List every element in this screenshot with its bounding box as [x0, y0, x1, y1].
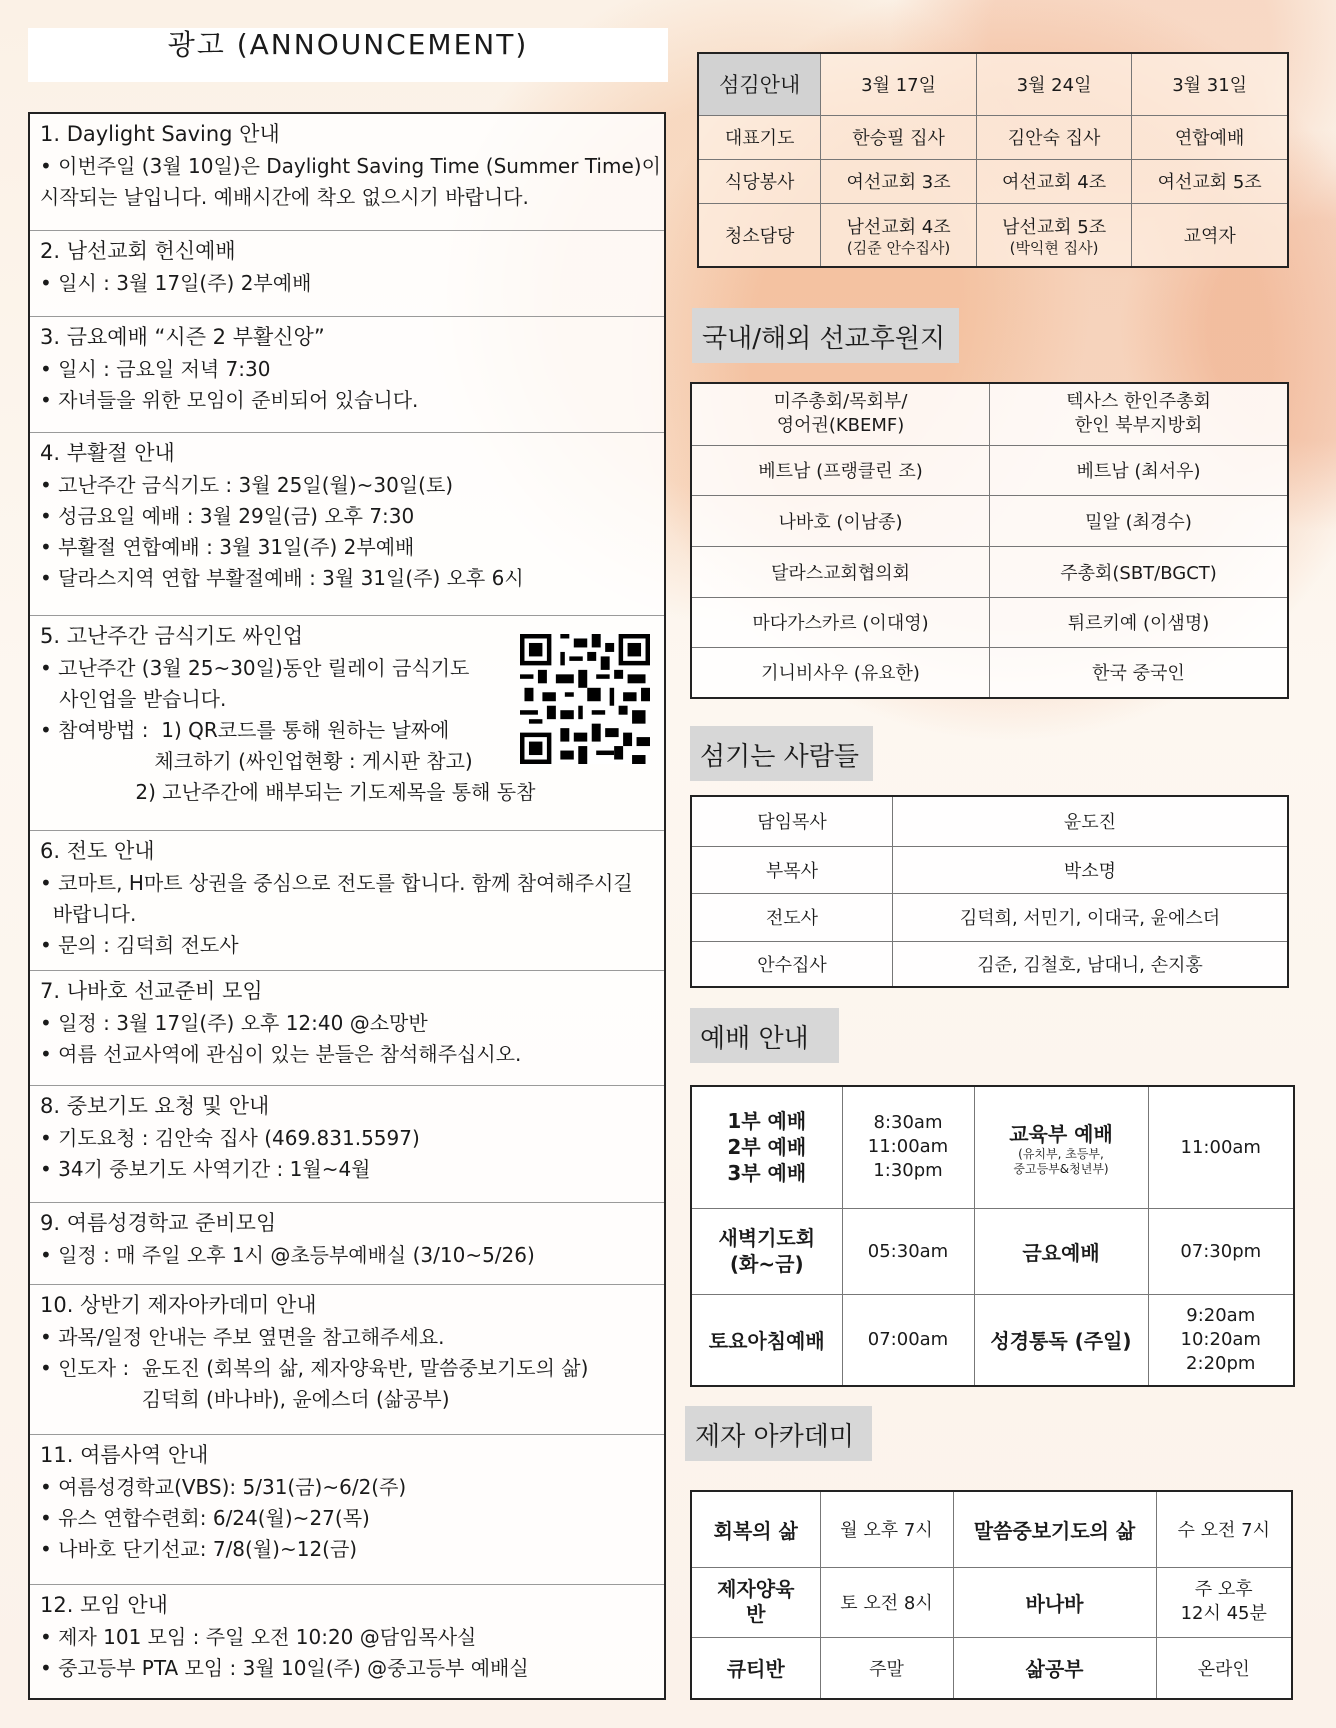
announcement-heading: 6. 전도 안내 [40, 839, 155, 863]
worship-time: 07:00am [842, 1294, 974, 1386]
worship-label: 성경통독 (주일) [974, 1294, 1148, 1386]
service-header-cell: 3월 24일 [976, 53, 1131, 115]
staff-names: 김덕희, 서민기, 이대국, 윤에스더 [893, 893, 1289, 941]
staff-names: 김준, 김철호, 남대니, 손지홍 [893, 941, 1289, 987]
announcement-heading: 12. 모임 안내 [40, 1593, 168, 1617]
mission-cell: 마다가스카르 (이대영) [691, 597, 990, 647]
service-cell: 연합예배 [1132, 115, 1288, 159]
announcement-body: • 일시 : 3월 17일(주) 2부예배 [40, 271, 312, 295]
mission-cell: 밀알 (최경수) [990, 495, 1289, 546]
worship-time: 11:00am [1148, 1086, 1294, 1208]
service-header-cell: 섬김안내 [698, 53, 821, 115]
announcement-item [30, 317, 664, 433]
announcement-body: • 고난주간 (3월 25~30일)동안 릴레이 금식기도 사인업을 받습니다. • 참여방법 : 1) QR코드를 통해 원하는 날짜에 체크하기 (싸인업현황 : 게시판 참고) 2) 고난주간에 배부되는 기도제목을 통해 동참 [40, 656, 536, 804]
academy-course: 회복의 삶 [691, 1491, 820, 1567]
service-cell: 대표기도 [698, 115, 821, 159]
announcement-item [30, 831, 664, 971]
announcement-item [30, 1585, 664, 1698]
announcement-body: • 제자 101 모임 : 주일 오전 10:20 @담임목사실 • 중고등부 PTA 모임 : 3월 10일(주) @중고등부 예배실 [40, 1625, 529, 1680]
mission-cell: 나바호 (이남종) [691, 495, 990, 546]
mission-cell: 베트남 (프랭클린 조) [691, 445, 990, 495]
academy-course: 바나바 [953, 1567, 1156, 1637]
mission-cell: 튀르키예 (이샘명) [990, 597, 1289, 647]
worship-label: 금요예배 [974, 1208, 1148, 1294]
academy-time: 주말 [820, 1637, 953, 1699]
academy-heading: 제자 아카데미 [685, 1406, 872, 1461]
service-cell: 교역자 [1132, 203, 1288, 267]
announcement-heading: 7. 나바호 선교준비 모임 [40, 979, 263, 1003]
service-cell: 청소담당 [698, 203, 821, 267]
announcement-heading: 2. 남선교회 헌신예배 [40, 239, 236, 263]
announcement-heading: 4. 부활절 안내 [40, 441, 175, 465]
worship-label [974, 1086, 1148, 1208]
announcement-body: • 과목/일정 안내는 주보 옆면을 참고해주세요. • 인도자 : 윤도진 (회복의 삶, 제자양육반, 말씀중보기도의 삶) 김덕희 (바나바), 윤에스더 (삶공부) [40, 1325, 589, 1411]
worship-table [690, 1085, 1293, 1387]
academy-time: 월 오후 7시 [820, 1491, 953, 1567]
staff-heading: 섬기는 사람들 [690, 726, 873, 781]
staff-role: 부목사 [691, 846, 893, 893]
announcement-heading: 1. Daylight Saving 안내 [40, 122, 280, 146]
announcement-body: • 고난주간 금식기도 : 3월 25일(월)~30일(토) • 성금요일 예배 : 3월 29일(금) 오후 7:30 • 부활절 연합예배 : 3월 31일(주) 2부예배 • 달라스지역 연합 부활절예배 : 3월 31일(주) 오후 6시 [40, 473, 524, 590]
announcement-body: • 여름성경학교(VBS): 5/31(금)~6/2(주) • 유스 연합수련회: 6/24(월)~27(목) • 나바호 단기선교: 7/8(월)~12(금) [40, 1475, 407, 1561]
announcement-body: • 이번주일 (3월 10일)은 Daylight Saving Time (Summer Time)이 시작되는 날입니다. 예배시간에 착오 없으시기 바랍니다. [40, 154, 661, 209]
academy-course: 큐티반 [691, 1637, 820, 1699]
worship-label: 새벽기도회 (화~금) [691, 1208, 842, 1294]
announcement-body: • 일정 : 매 주일 오후 1시 @초등부예배실 (3/10~5/26) [40, 1243, 535, 1267]
academy-course: 제자양육 반 [691, 1567, 820, 1637]
service-cell-sub: (박익현 집사) [1009, 238, 1099, 257]
announcement-item [30, 1285, 664, 1435]
mission-cell: 주총회(SBT/BGCT) [990, 546, 1289, 597]
service-cell [976, 203, 1131, 267]
worship-time: 07:30pm [1148, 1208, 1294, 1294]
announcement-heading: 3. 금요예배 “시즌 2 부활신앙” [40, 325, 325, 349]
staff-names: 윤도진 [893, 796, 1289, 846]
worship-time: 05:30am [842, 1208, 974, 1294]
staff-table [690, 795, 1289, 988]
worship-label-main: 교육부 예배 [1009, 1121, 1113, 1146]
academy-course: 말씀중보기도의 삶 [953, 1491, 1156, 1567]
announcement-item [30, 433, 664, 616]
announcement-item [30, 1086, 664, 1203]
academy-time: 주 오후 12시 45분 [1156, 1567, 1292, 1637]
service-cell [821, 203, 976, 267]
announcement-item [30, 1203, 664, 1285]
missions-heading: 국내/해외 선교후원지 [692, 308, 959, 363]
service-cell: 여선교회 5조 [1132, 159, 1288, 203]
mission-cell: 텍사스 한인주총회 한인 북부지방회 [990, 383, 1289, 445]
announcement-heading: 10. 상반기 제자아카데미 안내 [40, 1293, 317, 1317]
service-cell: 여선교회 3조 [821, 159, 976, 203]
service-cell-main: 남선교회 4조 [846, 216, 951, 238]
announcement-heading: 11. 여름사역 안내 [40, 1443, 209, 1467]
worship-label-sub: (유치부, 초등부, 중고등부&청년부) [1013, 1146, 1109, 1176]
service-cell-sub: (김준 안수집사) [846, 238, 951, 257]
worship-time: 8:30am 11:00am 1:30pm [842, 1086, 974, 1208]
worship-heading: 예배 안내 [690, 1008, 839, 1063]
staff-names: 박소명 [893, 846, 1289, 893]
mission-cell: 베트남 (최서우) [990, 445, 1289, 495]
announcement-body: • 일정 : 3월 17일(주) 오후 12:40 @소망반 • 여름 선교사역에 관심이 있는 분들은 참석해주십시오. [40, 1011, 522, 1066]
announcement-box [28, 112, 666, 1700]
announcement-item [30, 231, 664, 317]
mission-cell: 한국 중국인 [990, 647, 1289, 698]
academy-time: 토 오전 8시 [820, 1567, 953, 1637]
announcement-heading: 9. 여름성경학교 준비모임 [40, 1211, 277, 1235]
worship-label: 토요아침예배 [691, 1294, 842, 1386]
service-header-cell: 3월 17일 [821, 53, 976, 115]
mission-cell: 기니비사우 (유요한) [691, 647, 990, 698]
announcement-title: 광고 (ANNOUNCEMENT) [28, 28, 668, 82]
announcement-item [30, 114, 664, 231]
service-cell: 한승필 집사 [821, 115, 976, 159]
academy-course: 삶공부 [953, 1637, 1156, 1699]
announcement-heading: 5. 고난주간 금식기도 싸인업 [40, 624, 304, 648]
service-schedule [697, 52, 1289, 268]
service-cell-main: 남선교회 5조 [1002, 216, 1107, 238]
announcement-heading: 8. 중보기도 요청 및 안내 [40, 1094, 270, 1118]
worship-time: 9:20am 10:20am 2:20pm [1148, 1294, 1294, 1386]
announcement-item [30, 971, 664, 1086]
qr-code-icon[interactable] [520, 634, 650, 764]
missions-table [690, 382, 1289, 699]
mission-cell: 미주총회/목회부/ 영어권(KBEMF) [691, 383, 990, 445]
academy-time: 수 오전 7시 [1156, 1491, 1292, 1567]
announcement-body: • 일시 : 금요일 저녁 7:30 • 자녀들을 위한 모임이 준비되어 있습니다. [40, 357, 419, 412]
service-header-cell: 3월 31일 [1132, 53, 1288, 115]
service-cell: 김안숙 집사 [976, 115, 1131, 159]
service-cell: 식당봉사 [698, 159, 821, 203]
academy-table [690, 1490, 1291, 1700]
staff-role: 안수집사 [691, 941, 893, 987]
staff-role: 담임목사 [691, 796, 893, 846]
announcement-item [30, 1435, 664, 1585]
announcement-item [30, 616, 664, 831]
worship-label: 1부 예배 2부 예배 3부 예배 [691, 1086, 842, 1208]
announcement-body: • 기도요청 : 김안숙 집사 (469.831.5597) • 34기 중보기도 사역기간 : 1월~4월 [40, 1126, 420, 1181]
staff-role: 전도사 [691, 893, 893, 941]
academy-time: 온라인 [1156, 1637, 1292, 1699]
mission-cell: 달라스교회협의회 [691, 546, 990, 597]
service-cell: 여선교회 4조 [976, 159, 1131, 203]
announcement-body: • 코마트, H마트 상권을 중심으로 전도를 합니다. 함께 참여해주시길 바랍니다. • 문의 : 김덕희 전도사 [40, 871, 633, 957]
